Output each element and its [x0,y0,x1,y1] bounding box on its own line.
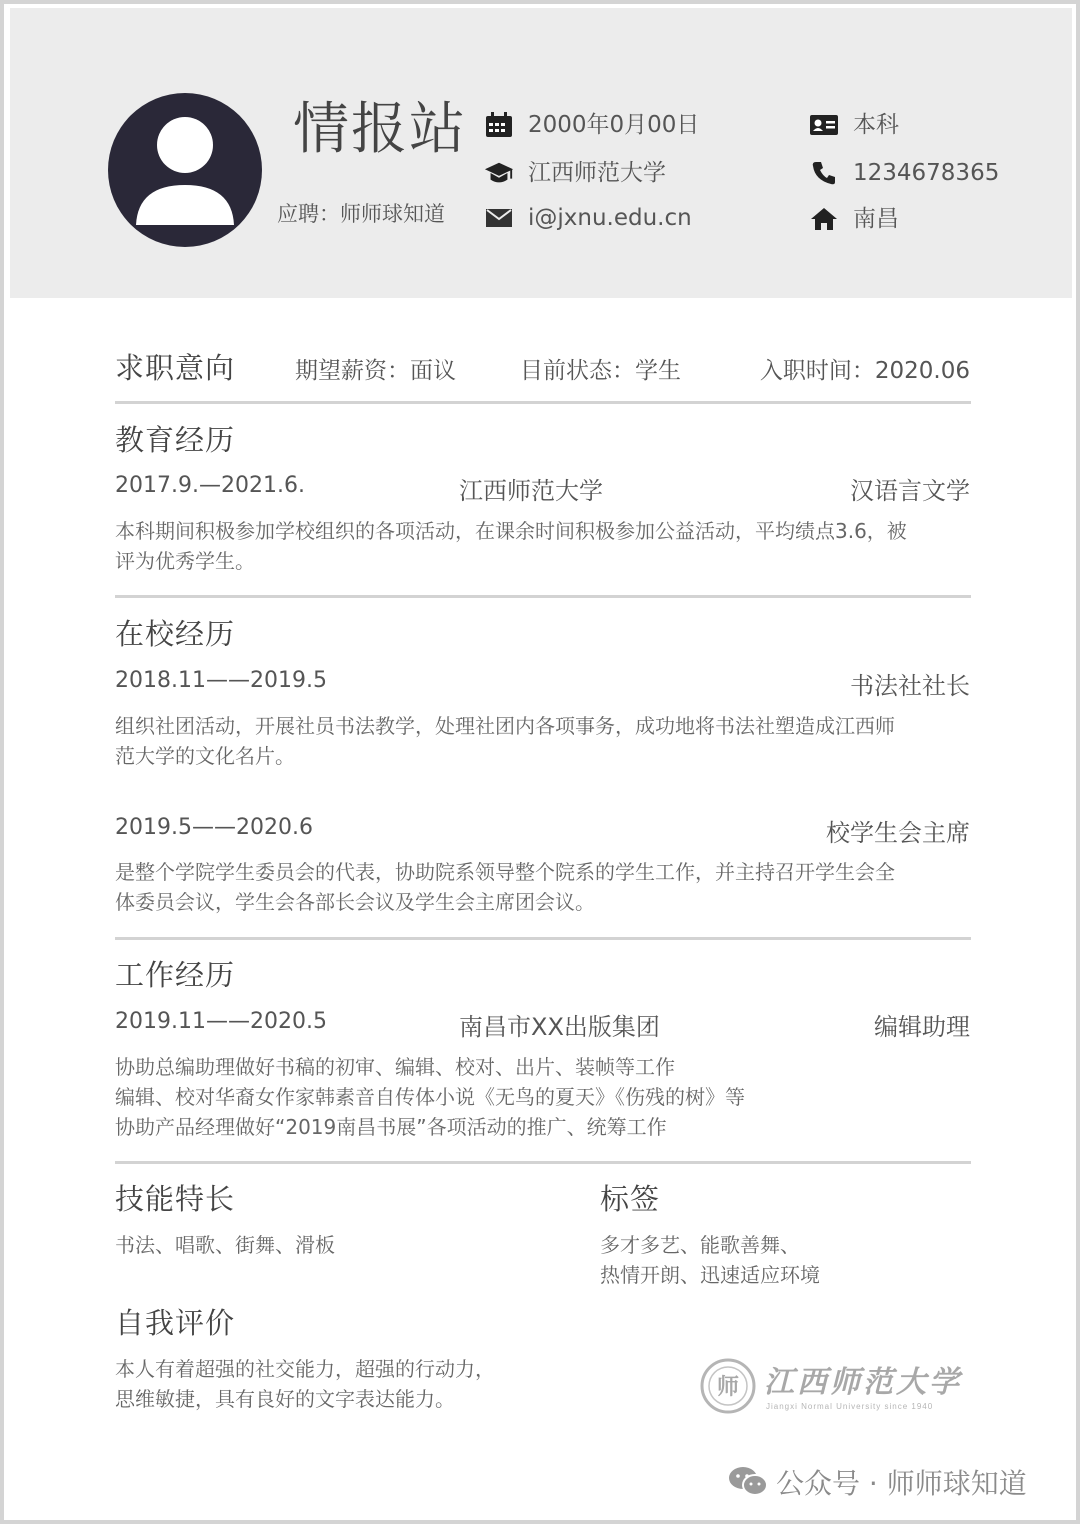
section-divider [115,595,971,598]
education-major: 汉语言文学 [850,477,970,505]
campus-desc-line: 体委员会议，学生会各部长会议及学生会主席团会议。 [115,890,595,914]
work-company: 南昌市XX出版集团 [459,1013,660,1041]
campus-role-2: 校学生会主席 [826,819,970,847]
intent-salary: 期望薪资：面议 [295,358,456,384]
tags-title: 标签 [600,1182,661,1216]
city-row [853,204,899,234]
campus-date-2: 2019.5——2020.6 [115,815,313,840]
skills-title: 技能特长 [115,1182,236,1216]
phone-value: 1234678365 [853,160,1000,186]
education-title: 教育经历 [115,423,236,457]
campus-title: 在校经历 [115,617,236,651]
self-eval-title: 自我评价 [115,1306,236,1340]
footer-text: 公众号 · 师师球知道 [776,1467,1027,1500]
university-logo [700,1358,970,1418]
birthdate-row [528,110,699,140]
applicant-name: 情报站 [293,97,467,162]
tags-text [600,1230,820,1290]
education-school: 江西师范大学 [459,477,603,505]
tags-line: 热情开朗、迅速适应环境 [600,1263,820,1287]
tags-line: 多才多艺、能歌善舞、 [600,1233,800,1257]
birthdate-value: 2000年0月00日 [528,112,700,138]
skills-text: 书法、唱歌、街舞、滑板 [115,1233,335,1257]
work-date: 2019.11——2020.5 [115,1009,327,1034]
envelope-icon [484,204,514,232]
work-desc-line: 协助产品经理做好“2019南昌书展”各项活动的推广、统筹工作 [115,1115,667,1139]
campus-role-1: 书法社社长 [850,672,970,700]
footer-watermark [728,1462,1027,1504]
self-eval-text [115,1354,495,1414]
education-desc-line: 本科期间积极参加学校组织的各项活动，在课余时间积极参加公益活动，平均绩点3.6，被 [115,519,907,543]
intent-title: 求职意向 [115,351,236,385]
campus-desc-1 [115,711,895,771]
email-value: i@jxnu.edu.cn [528,205,692,231]
work-desc-line: 协助总编助理做好书稿的初审、编辑、校对、出片、装帧等工作 [115,1055,675,1079]
intent-status: 目前状态：学生 [520,358,681,384]
id-card-icon [809,111,839,139]
campus-desc-line: 范大学的文化名片。 [115,744,295,768]
avatar-icon [108,93,262,247]
education-desc [115,516,907,576]
calendar-icon [484,111,514,139]
section-divider [115,937,971,940]
self-eval-line: 思维敏捷，具有良好的文字表达能力。 [115,1387,455,1411]
campus-desc-line: 是整个学院学生委员会的代表，协助院系领导整个院系的学生工作，并主持召开学生会全 [115,860,895,884]
section-divider [115,401,971,404]
work-desc [115,1052,745,1142]
self-eval-line: 本人有着超强的社交能力，超强的行动力， [115,1357,495,1381]
svg-text:Jiangxi Normal University s: Jiangxi Normal University since 1940 [766,1402,934,1411]
svg-text:师: 师 [716,1374,740,1400]
campus-date-1: 2018.11——2019.5 [115,668,327,693]
graduation-cap-icon [484,159,514,187]
campus-desc-line: 组织社团活动，开展社员书法教学，处理社团内各项事务，成功地将书法社塑造成江西师 [115,714,895,738]
phone-icon [809,159,839,187]
section-divider [115,1161,971,1164]
city-value: 南昌 [853,206,899,232]
campus-desc-2 [115,857,895,917]
work-role: 编辑助理 [874,1013,970,1041]
degree-value: 本科 [853,112,899,138]
education-desc-line: 评为优秀学生。 [115,549,255,573]
home-icon [809,205,839,233]
wechat-icon [728,1465,768,1504]
work-title: 工作经历 [115,958,236,992]
school-row [528,158,666,188]
degree-row [853,110,899,140]
intent-start: 入职时间：2020.06 [759,358,970,384]
education-date: 2017.9.—2021.6. [115,473,305,498]
svg-text:江西师范大学: 江西师范大学 [764,1365,962,1400]
email-row [528,203,692,233]
work-desc-line: 编辑、校对华裔女作家韩素音自传体小说《无鸟的夏天》《伤残的树》等 [115,1085,745,1109]
apply-position: 应聘：师师球知道 [277,202,445,226]
school-value: 江西师范大学 [528,160,666,186]
phone-row [853,158,999,188]
